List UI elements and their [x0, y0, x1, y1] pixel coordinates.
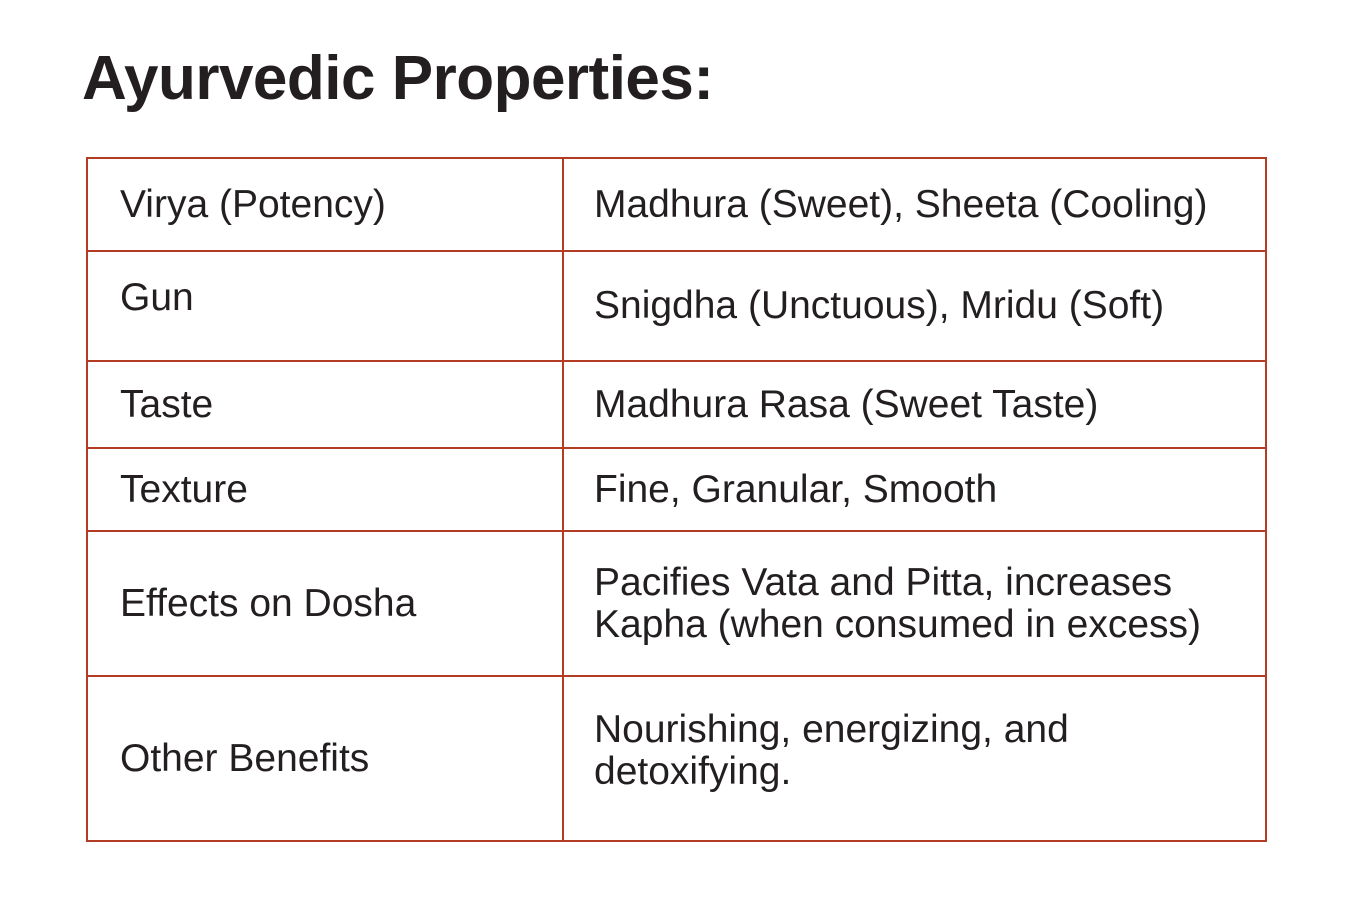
- property-label: [87, 251, 563, 361]
- property-value: [563, 448, 1266, 531]
- ayurvedic-properties-table: [86, 157, 1267, 842]
- property-value: [563, 531, 1266, 676]
- property-label-text: Virya (Potency): [120, 182, 386, 226]
- property-label-text: Texture: [120, 467, 248, 511]
- property-label: [87, 158, 563, 251]
- property-value-text: Pacifies Vata and Pitta, increases Kapha (when consumed in excess): [594, 560, 1201, 646]
- property-label: [87, 531, 563, 676]
- property-value: [563, 676, 1266, 841]
- property-value-text: Fine, Granular, Smooth: [594, 467, 998, 511]
- table-row: [87, 158, 1266, 251]
- table-row: [87, 361, 1266, 448]
- property-value-text: Madhura (Sweet), Sheeta (Cooling): [594, 182, 1208, 226]
- table-row: [87, 676, 1266, 841]
- property-value: [563, 158, 1266, 251]
- table-row: [87, 251, 1266, 361]
- property-label-text: Taste: [120, 382, 214, 426]
- property-label: [87, 361, 563, 448]
- property-value: [563, 361, 1266, 448]
- property-label: [87, 676, 563, 841]
- page-title: Ayurvedic Properties:: [82, 44, 714, 113]
- property-label: [87, 448, 563, 531]
- property-value-text: Snigdha (Unctuous), Mridu (Soft): [594, 284, 1165, 327]
- property-value: [563, 251, 1266, 361]
- table-row: [87, 448, 1266, 531]
- property-value-text: Nourishing, energizing, and detoxifying.: [594, 707, 1069, 793]
- property-label-text: Effects on Dosha: [120, 581, 417, 625]
- property-label-text: Other Benefits: [120, 736, 370, 780]
- table-row: [87, 531, 1266, 676]
- property-label-text: Gun: [120, 276, 194, 319]
- property-value-text: Madhura Rasa (Sweet Taste): [594, 382, 1099, 426]
